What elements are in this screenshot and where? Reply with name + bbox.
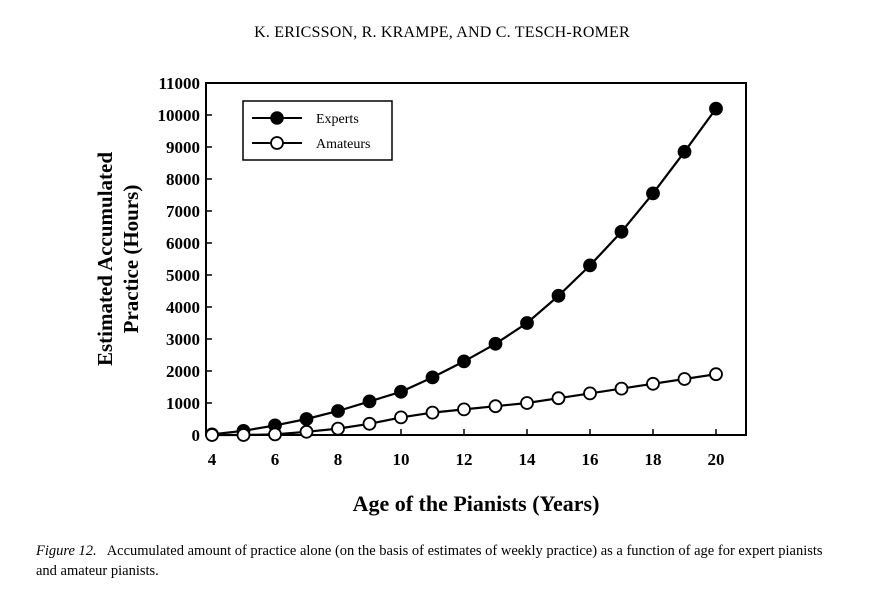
y-tick-label: 10000 (157, 106, 200, 125)
experts-point (553, 290, 565, 302)
y-tick-label: 8000 (166, 170, 200, 189)
y-tick-label: 4000 (166, 298, 200, 317)
x-tick-label: 6 (270, 450, 280, 469)
amateurs-point (269, 428, 281, 440)
amateurs-point (458, 403, 470, 415)
legend-amateurs-marker (271, 137, 283, 149)
amateurs-point (679, 373, 691, 385)
x-axis-label: Age of the Pianists (Years) (352, 491, 600, 516)
x-tick-label: 12 (455, 450, 473, 469)
experts-point (301, 413, 313, 425)
y-tick-label: 3000 (166, 330, 200, 349)
x-tick-label: 18 (644, 450, 662, 469)
experts-point (616, 226, 628, 238)
experts-point (679, 146, 691, 158)
experts-point (395, 386, 407, 398)
experts-point (364, 395, 376, 407)
experts-point (332, 405, 344, 417)
experts-point (490, 338, 502, 350)
amateurs-point (364, 418, 376, 430)
x-tick-label: 10 (392, 450, 410, 469)
experts-point (458, 355, 470, 367)
x-tick-label: 14 (518, 450, 536, 469)
legend-amateurs-label: Amateurs (316, 137, 371, 152)
y-axis-label-line2: Practice (Hours) (119, 184, 143, 334)
amateurs-point (427, 407, 439, 419)
amateurs-point (616, 383, 628, 395)
x-tick-label: 8 (333, 450, 343, 469)
amateurs-point (301, 426, 313, 438)
legend-experts-label: Experts (316, 112, 359, 127)
x-tick-label: 20 (707, 450, 725, 469)
amateurs-point (206, 429, 218, 441)
amateurs-point (584, 387, 596, 399)
x-tick-label: 16 (581, 450, 599, 469)
figure-caption (36, 541, 836, 581)
legend (243, 101, 392, 160)
experts-point (427, 371, 439, 383)
y-tick-label: 9000 (166, 138, 200, 157)
caption-text: Accumulated amount of practice alone (on the basis of estimates of weekly practice) as a function of age for expert pianists and amateur pianists. (36, 543, 823, 579)
experts-point (710, 103, 722, 115)
amateurs-point (710, 368, 722, 380)
y-tick-label: 0 (191, 426, 200, 445)
amateurs-point (521, 397, 533, 409)
amateurs-point (490, 400, 502, 412)
y-tick-label: 1000 (166, 394, 200, 413)
y-tick-label: 5000 (166, 266, 200, 285)
y-tick-label: 11000 (158, 74, 200, 93)
experts-point (521, 317, 533, 329)
running-head: K. ERICSSON, R. KRAMPE, AND C. TESCH-ROMER (254, 24, 630, 41)
amateurs-point (332, 423, 344, 435)
y-tick-labels (158, 74, 201, 445)
caption-label: Figure 12. (36, 543, 97, 559)
y-tick-label: 7000 (166, 202, 200, 221)
legend-experts-marker (271, 112, 283, 124)
y-tick-label: 2000 (166, 362, 200, 381)
amateurs-point (553, 392, 565, 404)
y-axis-label-line1: Estimated Accumulated (93, 151, 117, 367)
y-tick-label: 6000 (166, 234, 200, 253)
x-tick-labels (208, 450, 725, 469)
amateurs-point (238, 429, 250, 441)
experts-point (647, 187, 659, 199)
experts-point (584, 259, 596, 271)
amateurs-point (647, 378, 659, 390)
amateurs-point (395, 411, 407, 423)
x-tick-label: 4 (207, 450, 217, 469)
